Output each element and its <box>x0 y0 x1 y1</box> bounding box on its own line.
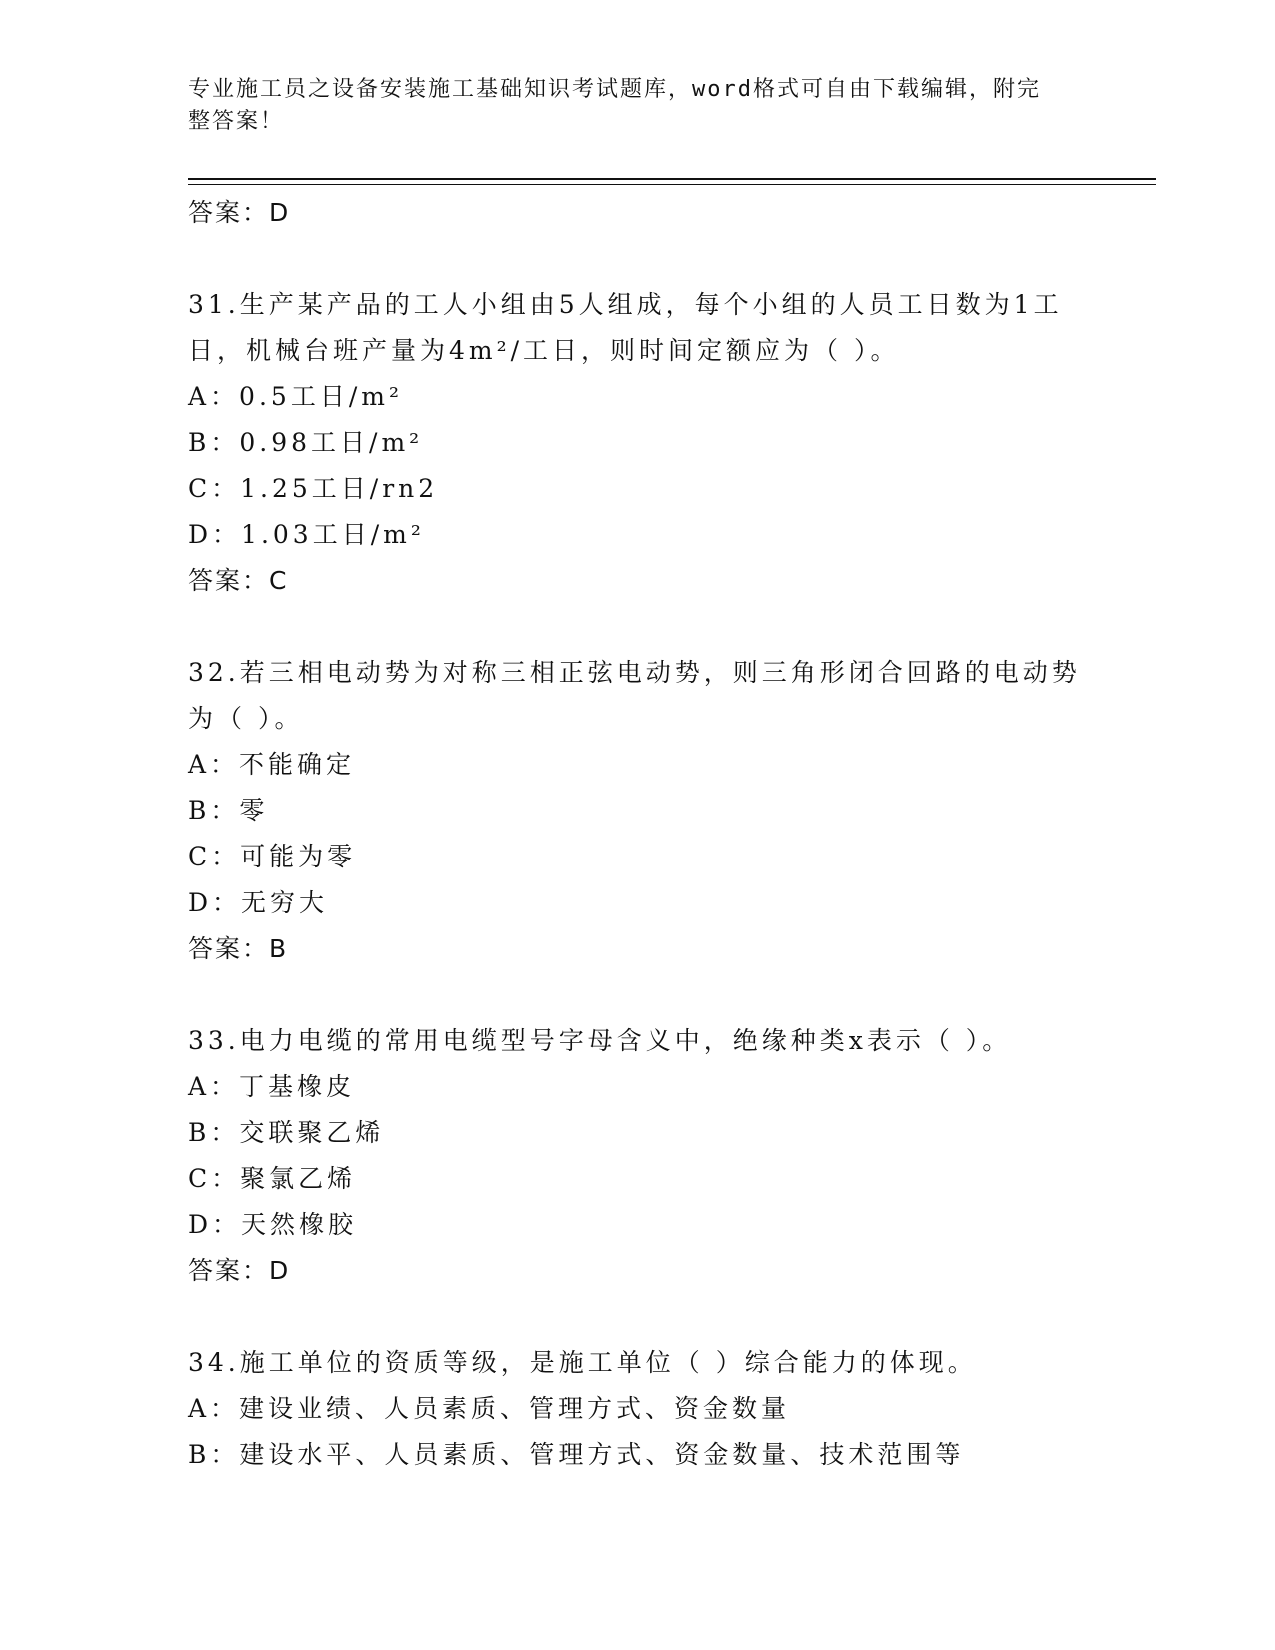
header-line-1: 专业施工员之设备安装施工基础知识考试题库，word格式可自由下载编辑，附完 <box>188 77 1041 102</box>
option-d: D：1.03工日/m² <box>188 520 425 549</box>
option-c: C：可能为零 <box>188 842 357 871</box>
header-rule-thick <box>188 178 1156 180</box>
question-stem: 32.若三相电动势为对称三相正弦电动势，则三角形闭合回路的电动势 <box>188 658 1081 687</box>
option-c: C：聚氯乙烯 <box>188 1164 357 1193</box>
option-d: D：天然橡胶 <box>188 1210 358 1239</box>
option-b: B：0.98工日/m² <box>188 428 424 457</box>
document-header <box>188 74 1088 138</box>
option-a: A：丁基橡皮 <box>188 1072 356 1101</box>
question-33 <box>188 1018 1088 1294</box>
answer: 答案：C <box>188 566 289 595</box>
document-body <box>188 190 1088 1478</box>
option-a: A：0.5工日/m² <box>188 382 403 411</box>
question-32 <box>188 650 1088 972</box>
question-34 <box>188 1340 1088 1478</box>
question-stem: 34.施工单位的资质等级，是施工单位（ ）综合能力的体现。 <box>188 1348 977 1377</box>
option-b: B：零 <box>188 796 269 825</box>
answer: 答案：B <box>188 934 289 963</box>
header-line-2: 整答案！ <box>188 109 285 134</box>
option-a: A：不能确定 <box>188 750 356 779</box>
option-c: C：1.25工日/rn2 <box>188 474 439 503</box>
question-stem-cont: 为（ ）。 <box>188 704 304 733</box>
option-b: B：交联聚乙烯 <box>188 1118 385 1147</box>
question-stem: 33.电力电缆的常用电缆型号字母含义中，绝缘种类x表示（ ）。 <box>188 1026 1012 1055</box>
question-31 <box>188 282 1088 604</box>
answer-previous: 答案：D <box>188 198 291 227</box>
option-b: B：建设水平、人员素质、管理方式、资金数量、技术范围等 <box>188 1440 965 1469</box>
answer: 答案：D <box>188 1256 291 1285</box>
header-rule-thin <box>188 184 1156 185</box>
option-a: A：建设业绩、人员素质、管理方式、资金数量 <box>188 1394 791 1423</box>
question-stem-cont: 日，机械台班产量为4m²/工日，则时间定额应为（ ）。 <box>188 336 900 365</box>
option-d: D：无穷大 <box>188 888 329 917</box>
question-stem: 31.生产某产品的工人小组由5人组成，每个小组的人员工日数为1工 <box>188 290 1063 319</box>
